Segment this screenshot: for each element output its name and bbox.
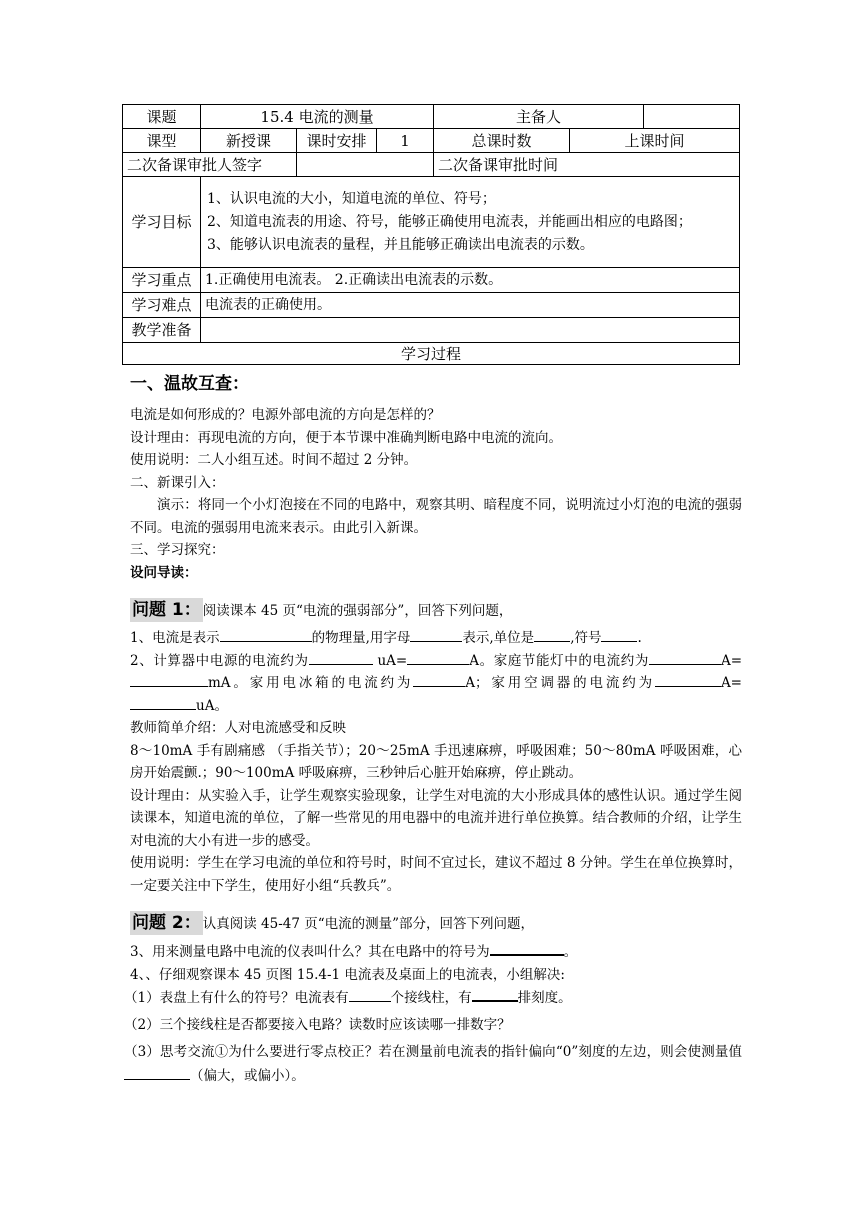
answer-blank[interactable] bbox=[349, 987, 391, 1002]
question1-tag: 问题 1： bbox=[132, 600, 201, 620]
answer-blank[interactable] bbox=[534, 627, 570, 642]
answer-blank[interactable] bbox=[413, 672, 465, 687]
answer-blank[interactable] bbox=[309, 650, 373, 665]
section3-subtitle: 设问导读： bbox=[130, 564, 198, 581]
goal-item: 1、认识电流的大小，知道电流的单位、符号； bbox=[207, 190, 496, 207]
approve-time-label: 二次备课审批时间 bbox=[434, 153, 740, 177]
prep-label: 教学准备 bbox=[123, 318, 201, 343]
section1-design: 设计理由：再现电流的方向，便于本节课中准确判断电路中电流的流向。 bbox=[130, 429, 562, 446]
q1-item2-text: mA。家用电冰箱的电流约为 bbox=[208, 675, 414, 691]
q2-item3 bbox=[130, 940, 742, 964]
q2-item3-text: 。 bbox=[563, 944, 578, 960]
q2-sub1-text: 排刻度。 bbox=[517, 990, 572, 1006]
q2-sub2: （2）三个接线柱是否都要接入电路？读数时应该读哪一排数字？ bbox=[124, 1016, 511, 1033]
class-time-label: 上课时间 bbox=[570, 129, 740, 153]
type-label: 课型 bbox=[123, 129, 201, 153]
type-value: 新授课 bbox=[201, 129, 297, 153]
q1-item1-text: 1、电流是表示 bbox=[130, 630, 220, 646]
q2-item3-text: 3、用来测量电路中电流的仪表叫什么？其在电路中的符号为 bbox=[130, 944, 490, 960]
goals-list bbox=[201, 177, 740, 268]
difficulty-label: 学习难点 bbox=[123, 293, 201, 318]
process-label: 学习过程 bbox=[123, 343, 740, 365]
goal-item: 2、知道电流表的用途、符号，能够正确使用电流表，并能画出相应的电路图； bbox=[207, 213, 692, 230]
section2-title: 二、新课引入： bbox=[130, 474, 225, 491]
answer-blank[interactable] bbox=[410, 627, 462, 642]
q1-usage: 使用说明：学生在学习电流的单位和符号时，时间不宜过长，建议不超过 8 分钟。学生在单位换算时，一定要关注中下学生，使用好小组“兵教兵”。 bbox=[130, 855, 742, 894]
goal-item: 3、能够认识电流表的量程，并且能够正确读出电流表的示数。 bbox=[207, 236, 594, 253]
q1-item2-text: A= bbox=[720, 652, 743, 669]
q1-item2-text: A= bbox=[720, 675, 742, 691]
approver-label: 二次备课审批人签字 bbox=[123, 153, 297, 177]
preparer-label: 主备人 bbox=[434, 105, 644, 129]
section2-demo: 演示：将同一个小灯泡接在不同的电路中，观察其明、暗程度不同，说明流过小灯泡的电流的强弱不同。电流的强弱用电流来表示。由此引入新课。 bbox=[130, 497, 742, 536]
answer-blank[interactable] bbox=[130, 672, 208, 687]
q1-item2-text: A；家用空调器的电流约为 bbox=[465, 675, 655, 691]
question2-header bbox=[130, 911, 742, 936]
answer-blank[interactable] bbox=[130, 695, 196, 710]
q2-sub3 bbox=[124, 1040, 742, 1088]
approver-value bbox=[297, 153, 434, 177]
total-label: 总课时数 bbox=[434, 129, 570, 153]
q1-item2-text: 2、计算器中电源的电流约为 bbox=[130, 652, 309, 669]
q1-item2-text: A。家庭节能灯中的电流约为 bbox=[469, 652, 649, 669]
question1-header bbox=[130, 598, 742, 623]
key-value: 1.正确使用电流表。 2.正确读出电流表的示数。 bbox=[201, 268, 740, 293]
lesson-content bbox=[124, 369, 743, 1088]
q1-item1-text: 表示,单位是 bbox=[462, 630, 535, 646]
topic-label: 课题 bbox=[123, 105, 201, 129]
q1-effects: 8～10mA 手有剧痛感 （手指关节）；20～25mA 手迅速麻痹，呼吸困难；50～80mA 呼吸困难，心房开始震颤.；90～100mA 呼吸麻痹，三秒钟后心脏开始麻痹，停止跳动。 bbox=[130, 742, 742, 781]
difficulty-value: 电流表的正确使用。 bbox=[201, 293, 740, 318]
q1-item2 bbox=[130, 650, 742, 718]
section1-title: 一、温故互查： bbox=[130, 374, 249, 394]
topic-value: 15.4 电流的测量 bbox=[201, 105, 434, 129]
prep-value bbox=[201, 318, 740, 343]
answer-blank[interactable] bbox=[490, 940, 564, 956]
section1-usage: 使用说明：二人小组互述。时间不超过 2 分钟。 bbox=[130, 452, 418, 468]
schedule-label: 课时安排 bbox=[297, 129, 377, 153]
q1-design: 设计理由：从实验入手，让学生观察实验现象，让学生对电流的大小形成具体的感性认识。通过学生阅读课本，知道电流的单位，了解一些常见的用电器中的电流并进行单位换算。结合教师的介绍，让学生对电流的大小有进一步的感受。 bbox=[130, 787, 742, 849]
q1-item2-text: uA= bbox=[372, 652, 408, 669]
question1-text: 阅读课本 45 页“电流的强弱部分”，回答下列问题， bbox=[202, 603, 513, 619]
q1-item1 bbox=[130, 627, 742, 650]
q1-item2-text: uA。 bbox=[196, 697, 228, 714]
answer-blank[interactable] bbox=[601, 627, 637, 642]
q2-item4: 4、、仔细观察课本 45 页图 15.4-1 电流表及桌面上的电流表，小组解决: bbox=[130, 966, 565, 983]
answer-blank[interactable] bbox=[472, 986, 518, 1002]
q1-item1-text: . bbox=[637, 630, 642, 646]
section3-title: 三、学习探究： bbox=[130, 542, 225, 558]
answer-blank[interactable] bbox=[649, 650, 721, 665]
q2-sub3-text: （3）思考交流①为什么要进行零点校正？若在测量前电流表的指针偏向“0”刻度的左边，则会使测量值 bbox=[124, 1044, 742, 1060]
lesson-header-table bbox=[122, 104, 740, 365]
answer-blank[interactable] bbox=[220, 627, 312, 642]
question2-tag: 问题 2： bbox=[132, 913, 201, 933]
q1-teacher-intro: 教师简单介绍：人对电流感受和反映 bbox=[130, 720, 346, 736]
answer-blank[interactable] bbox=[124, 1065, 190, 1080]
schedule-value: 1 bbox=[377, 129, 434, 153]
q2-sub1-text: （1）表盘上有什么的符号？电流表有 bbox=[124, 990, 349, 1006]
q1-item1-text: 的物理量,用字母 bbox=[311, 630, 411, 646]
key-label: 学习重点 bbox=[123, 268, 201, 293]
q2-sub1-text: 个接线柱，有 bbox=[390, 990, 472, 1006]
q2-sub3-text: （偏大，或偏小）。 bbox=[190, 1068, 305, 1084]
answer-blank[interactable] bbox=[655, 672, 721, 687]
answer-blank[interactable] bbox=[407, 650, 469, 665]
q1-item1-text: ,符号 bbox=[570, 630, 602, 646]
preparer-value bbox=[644, 105, 740, 129]
question2-text: 认真阅读 45-47 页“电流的测量”部分，回答下列问题， bbox=[202, 916, 535, 932]
goals-label: 学习目标 bbox=[123, 177, 201, 268]
q2-sub1 bbox=[124, 986, 742, 1010]
section1-question: 电流是如何形成的？电源外部电流的方向是怎样的？ bbox=[130, 407, 441, 423]
